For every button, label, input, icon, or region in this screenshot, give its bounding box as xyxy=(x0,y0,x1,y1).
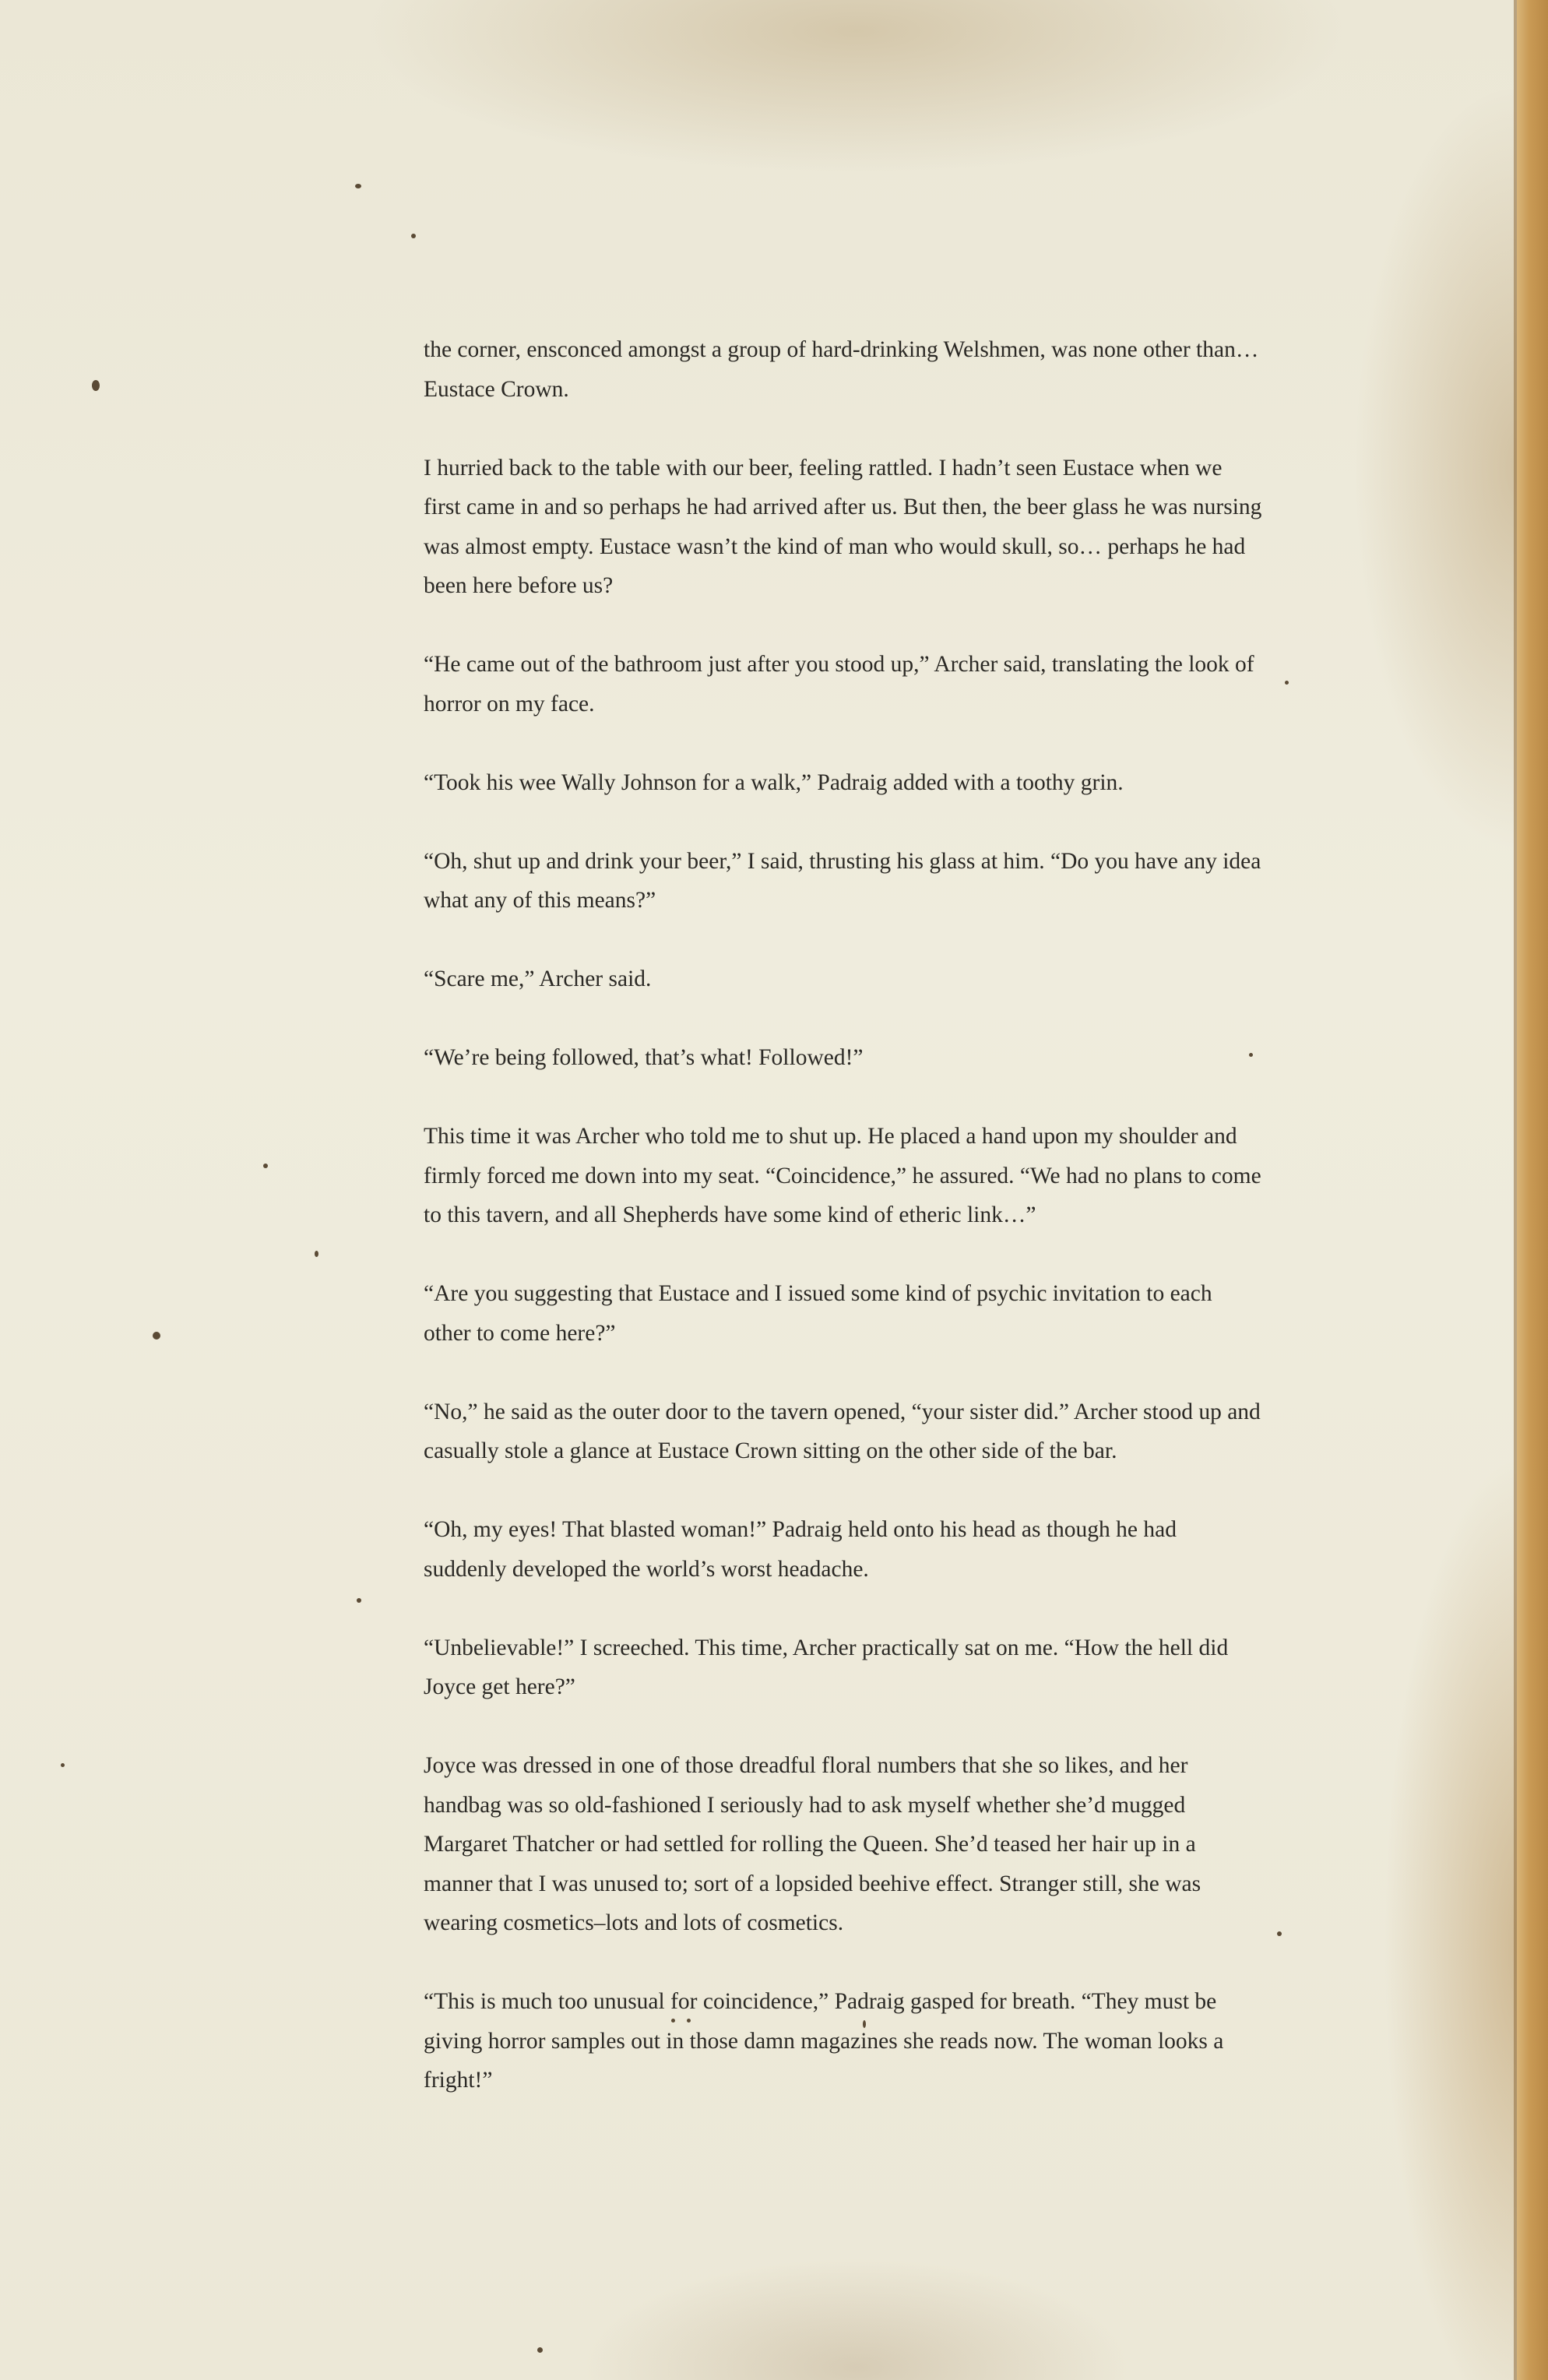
paragraph: I hurried back to the table with our beer, feeling rattled. I hadn’t seen Eustace when we first came in and so perhaps he had arrived after us. But then, the beer glass he was nursing was almost empty. Eustace wasn’t the kind of man who would skull, so… perhaps he had been here before us? xyxy=(424,455,1262,598)
paper-speck xyxy=(92,380,100,391)
paragraph: the corner, ensconced amongst a group of hard-drinking Welshmen, was none other than… Eustace Crown. xyxy=(424,337,1259,402)
paragraph: “Are you suggesting that Eustace and I issued some kind of psychic invitation to each other to come here?” xyxy=(424,1281,1212,1346)
paper-speck xyxy=(355,184,361,188)
paper-speck xyxy=(263,1164,268,1168)
book-text xyxy=(424,330,1265,2139)
paper-speck xyxy=(1285,681,1289,685)
paragraph: “This is much too unusual for coincidence,” Padraig gasped for breath. “They must be giving horror samples out in those damn magazines she reads now. The woman looks a fright!” xyxy=(424,1989,1224,2093)
paragraph: “Scare me,” Archer said. xyxy=(424,966,652,991)
paper-speck xyxy=(153,1332,160,1340)
paragraph: “Unbelievable!” I screeched. This time, Archer practically sat on me. “How the hell did Joyce get here?” xyxy=(424,1635,1229,1699)
paper-speck xyxy=(61,1763,65,1767)
paragraph: Joyce was dressed in one of those dreadful floral numbers that she so likes, and her handbag was so old-fashioned I seriously had to ask myself whether she’d mugged Margaret Thatcher or had settled for rolling the Queen. She’d teased her hair up in a manner that I was unused to; sort of a lopsided beehive effect. Stranger still, she was wearing cosmetics–lots and lots of cosmetics. xyxy=(424,1753,1201,1935)
paper-speck xyxy=(1277,1931,1282,1936)
paragraph: “Oh, my eyes! That blasted woman!” Padraig held onto his head as though he had suddenly developed the world’s worst headache. xyxy=(424,1517,1177,1582)
paragraph: “He came out of the bathroom just after you stood up,” Archer said, translating the look of horror on my face. xyxy=(424,652,1254,716)
paragraph: “No,” he said as the outer door to the tavern opened, “your sister did.” Archer stood up and casually stole a glance at Eustace Crown sitting on the other side of the bar. xyxy=(424,1399,1261,1463)
paragraph: “We’re being followed, that’s what! Followed!” xyxy=(424,1045,864,1070)
paragraph: “Oh, shut up and drink your beer,” I said, thrusting his glass at him. “Do you have any idea what any of this means?” xyxy=(424,848,1261,913)
paper-speck xyxy=(537,2347,543,2353)
paragraph: This time it was Archer who told me to shut up. He placed a hand upon my shoulder and firmly forced me down into my seat. “Coincidence,” he assured. “We had no plans to come to this tavern, and all Shepherds have some kind of etheric link…” xyxy=(424,1124,1261,1227)
page-edge-strip xyxy=(1517,0,1548,2380)
paper-speck xyxy=(315,1251,318,1257)
paper-speck xyxy=(357,1598,361,1603)
paragraph: “Took his wee Wally Johnson for a walk,” Padraig added with a toothy grin. xyxy=(424,769,1124,795)
paper-speck xyxy=(411,234,416,238)
